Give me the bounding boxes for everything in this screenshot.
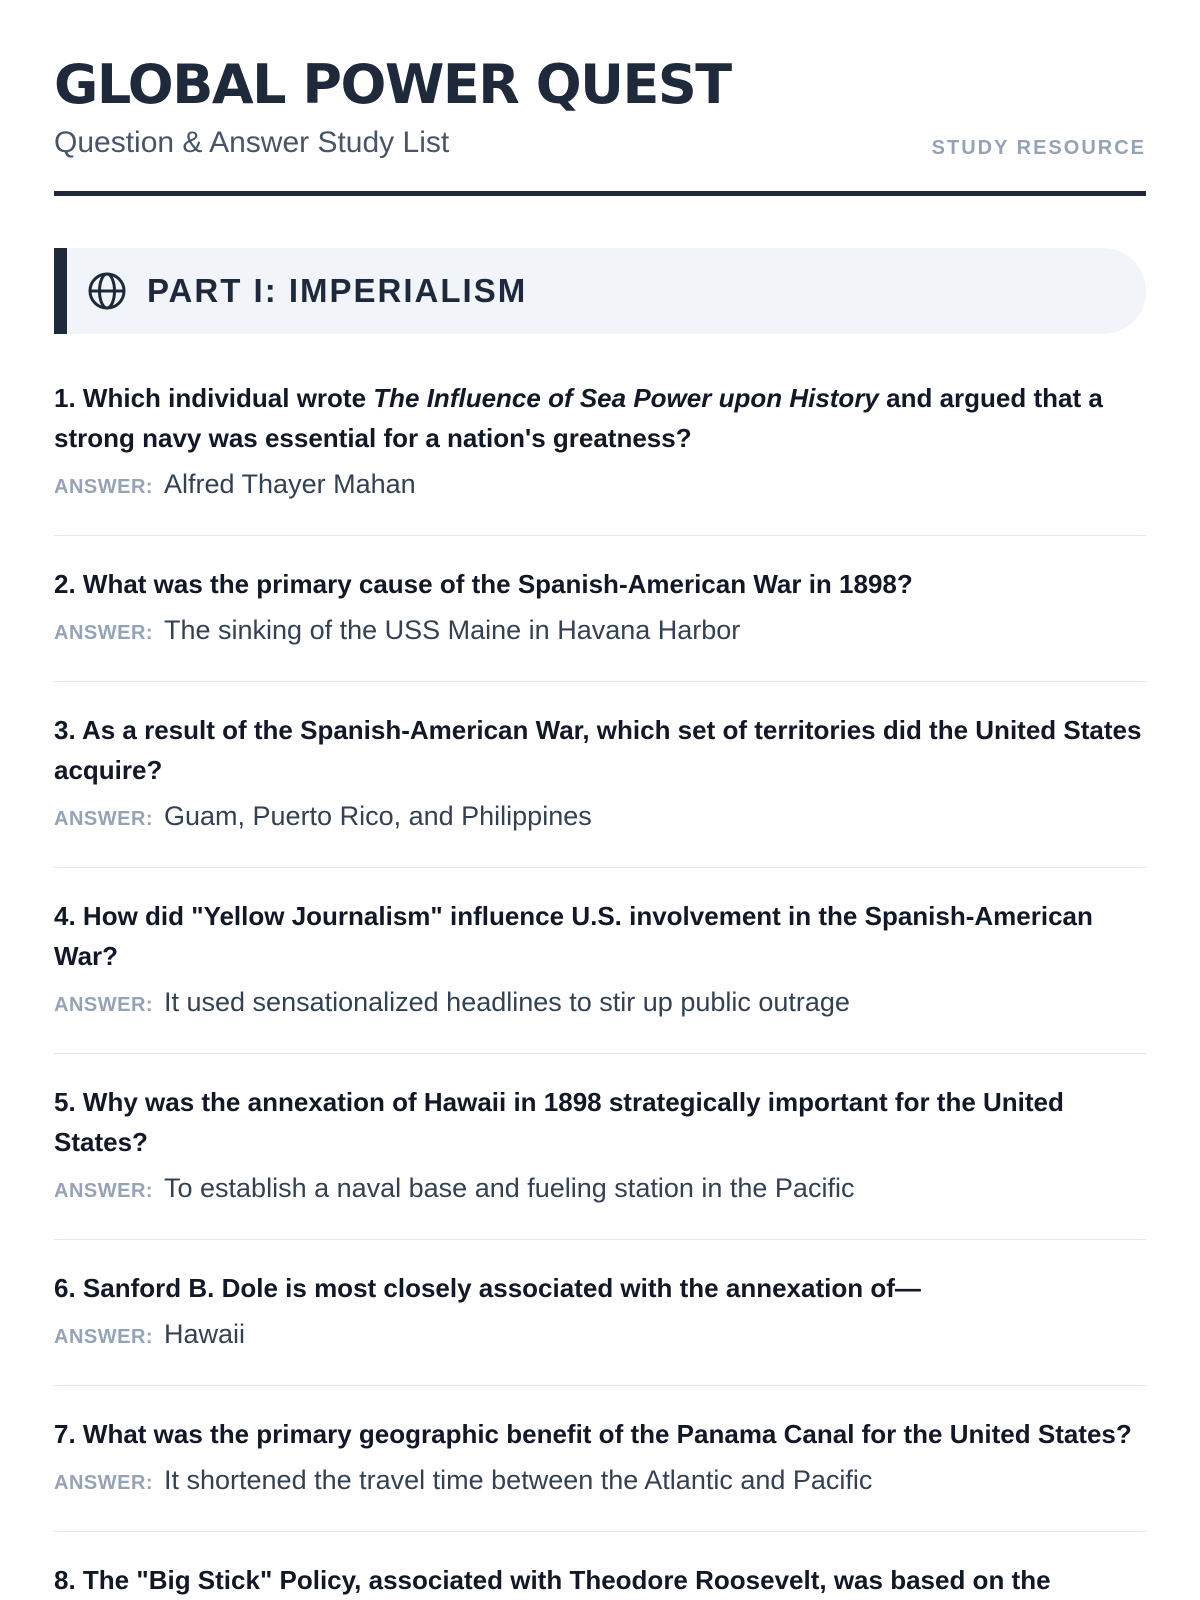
question-item (54, 1054, 1146, 1240)
section-header (54, 248, 1146, 334)
question-text (54, 564, 1146, 604)
question-text (54, 896, 1146, 976)
answer-row (54, 1168, 1146, 1211)
question-number: 7. (54, 1419, 76, 1449)
question-number: 5. (54, 1087, 76, 1117)
question-number: 2. (54, 569, 76, 599)
question-item (54, 1240, 1146, 1386)
question-text (54, 710, 1146, 790)
answer-text: It shortened the travel time between the Atlantic and Pacific (164, 1465, 873, 1495)
page-subtitle: Question & Answer Study List (54, 126, 450, 159)
answer-label: ANSWER: (54, 1180, 154, 1202)
globe-icon (87, 271, 127, 311)
section-title: PART I: IMPERIALISM (147, 272, 528, 309)
question-text-part: Sanford B. Dole is most closely associated with the annexation of— (82, 1273, 921, 1303)
question-text-part: What was the primary cause of the Spanish-American War in 1898? (82, 569, 913, 599)
answer-text: To establish a naval base and fueling station in the Pacific (164, 1173, 855, 1203)
answer-label: ANSWER: (54, 994, 154, 1016)
answer-text: Alfred Thayer Mahan (164, 469, 416, 499)
answer-label: ANSWER: (54, 808, 154, 830)
question-text-part: What was the primary geographic benefit of the Panama Canal for the United States? (82, 1419, 1132, 1449)
question-text-part: How did "Yellow Journalism" influence U.S. involvement in the Spanish-American War? (54, 901, 1093, 971)
answer-row (54, 610, 1146, 653)
question-text-part: Which individual wrote (82, 383, 374, 413)
question-item (54, 1386, 1146, 1532)
question-text-part: The "Big Stick" Policy, associated with Theodore Roosevelt, was based on the (82, 1565, 1051, 1595)
book-title: The Influence of Sea Power upon History (373, 383, 879, 413)
question-item (54, 536, 1146, 682)
question-text (54, 1414, 1146, 1454)
answer-label: ANSWER: (54, 622, 154, 644)
question-text (54, 1082, 1146, 1162)
answer-text: The sinking of the USS Maine in Havana Harbor (164, 615, 741, 645)
question-text (54, 378, 1146, 458)
question-item (54, 682, 1146, 868)
answer-row (54, 982, 1146, 1025)
question-number: 8. (54, 1565, 76, 1595)
question-number: 6. (54, 1273, 76, 1303)
page-title: GLOBAL POWER QUEST (54, 53, 731, 116)
question-text (54, 1268, 1146, 1308)
document-header (54, 0, 1146, 196)
question-number: 3. (54, 715, 76, 745)
question-text (54, 1560, 1146, 1600)
answer-row (54, 796, 1146, 839)
resource-tag: STUDY RESOURCE (931, 137, 1146, 159)
question-item (54, 364, 1146, 536)
answer-row (54, 1314, 1146, 1357)
answer-row (54, 1460, 1146, 1503)
question-number: 1. (54, 383, 76, 413)
answer-label: ANSWER: (54, 1472, 154, 1494)
answer-label: ANSWER: (54, 476, 154, 498)
answer-row (54, 464, 1146, 507)
question-item (54, 1532, 1146, 1600)
question-text-part: As a result of the Spanish-American War, which set of territories did the United States acquire? (54, 715, 1142, 785)
answer-label: ANSWER: (54, 1326, 154, 1348)
question-item (54, 868, 1146, 1054)
answer-text: It used sensationalized headlines to stir up public outrage (164, 987, 850, 1017)
question-text-part: Why was the annexation of Hawaii in 1898 strategically important for the United States? (54, 1087, 1064, 1157)
question-list (54, 364, 1146, 1600)
answer-text: Hawaii (164, 1319, 246, 1349)
question-text-part: and argued that a strong navy was essential for a nation's greatness? (54, 383, 1103, 453)
question-number: 4. (54, 901, 76, 931)
answer-text: Guam, Puerto Rico, and Philippines (164, 801, 592, 831)
